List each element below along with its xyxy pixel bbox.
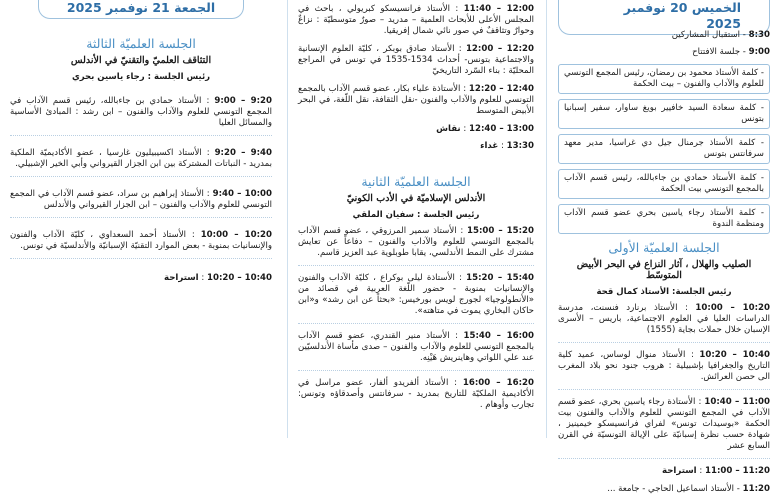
item-time: 12:00 – 12:20: [465, 44, 535, 54]
program-item: 12:20 – 12:40 : الأستاذة علياء بكار، عضو قسم الآداب بالمجمع التونسي للعلوم والآداب والفنون -نقل الثقافة، نقل اللّغة، في البحر الأبيض المتوسط: [298, 84, 534, 116]
item-time: 11:40 – 12:00: [463, 4, 534, 14]
item-text: - الأستاذ اسماعيل الحاجي - جامعة ...: [607, 484, 740, 494]
item-text: نقاش: [436, 124, 461, 134]
item-text: الأستاذة ليلى بوكراع ، كليّة الآداب والفنون والإنسانيات بمنوبة - حضور اللّغة العربية في قصائد من «الأنطولوجيا» لجورج لويس بورخيس: «بحثاً عن ابن رشد» و«ابن حاكان البخاري يموت في متاهته».: [298, 273, 534, 316]
session-subtitle: الأندلس الإسلاميّة في الأدب الكونيّ: [346, 193, 486, 204]
item-time: 10:20 – 10:40: [207, 273, 272, 283]
item-time: 10:40 – 11:00: [704, 397, 770, 407]
session-title: الجلسة العلميّة الثالثة: [86, 36, 196, 51]
program-item: 12:00 – 12:20 : الأستاذ صادق بوبكر ، كليّة العلوم الإنسانية والاجتماعية بتونس- أحداث 1534-1535 في تونس في المراجع المحليّة : بناء السّرد التاريخيّ: [298, 44, 535, 76]
item-text: الأستاذة رجاء ياسين بحري، عضو قسم الآداب في المجمع التونسي للعلوم والآداب والفنون بيت الحكمة «بوسيدات تونس» لفراي فرانسيسكو خيمينيز ، شهادة حسب نظرة إسبانيّة على الإيالة التونسيّة في القرن السابع عشر: [558, 397, 770, 451]
item-text: الأستاذ برنارد فنسنت، مدرسة الدراسات العليا في العلوم الاجتماعية، باريس – الأسرى الإسبان خلال حملات بجاية (1555): [558, 303, 770, 335]
item-text: الأستاذ فرانسيسكو كبريولي ، باحث في المجلس الأعلى للأبحاث العلمية – مدريد – صورٌ متوسطيّة : نزاعٌ وحوارٌ وتثاقفٌ في صور نائي شمال إفريقيا.: [298, 4, 534, 36]
item-text: - استقبال المشاركين: [671, 30, 746, 40]
item-text: استراحة: [662, 466, 697, 476]
speech-box: - كلمة الأستاذ محمود بن رمضان، رئيس المجمع التونسي للعلوم والآداب والفنون – بيت الحكمة: [558, 64, 770, 94]
item-text: الأستاذة علياء بكار، عضو قسم الآداب بالمجمع التونسي للعلوم والآداب والفنون -نقل الثقافة، نقل اللّغة، في البحر الأبيض المتوسط: [298, 84, 534, 116]
item-time: 9:40 – 10:00: [212, 189, 272, 199]
item-time: 15:20 – 15:40: [466, 273, 535, 283]
item-text: الأستاذ منوال لوساس، عميد كلية التاريخ والجغرافيا بإشبيلية : هروب جنود نحو بلاد المغرب الى حصن العرائش.: [558, 350, 770, 382]
program-item: 9:00 – 9:20 : الأستاذ حمادي بن جاءبالله، رئيس قسم الآداب في المجمع التونسي للعلوم والآداب والفنون – ابن رشد : المبادئ الأساسية والمسائل العليا: [10, 96, 272, 136]
program-item: 10:20 – 10:40 : الأستاذ منوال لوساس، عميد كلية التاريخ والجغرافيا بإشبيلية : هروب جنود نحو بلاد المغرب الى حصن العرائش.: [558, 350, 770, 390]
session-chair: رئيس الجلسة : رجاء ياسين بحري: [71, 72, 211, 82]
speech-box: - كلمة الأستاذ رجاء ياسين بحري عضو قسم الآداب ومنظمة الندوة: [558, 204, 770, 234]
day-title: الجمعة 21 نوفمبر 2025: [38, 0, 244, 19]
item-time: 11:20: [742, 484, 770, 494]
program-item: 15:20 – 15:40 : الأستاذة ليلى بوكراع ، كليّة الآداب والفنون والإنسانيات بمنوبة - حضور اللّغة العربية في قصائد من «الأنطولوجيا» لجورج لويس بورخيس: «بحثاً عن ابن رشد» و«ابن حاكان البخاري يموت في متاهته».: [298, 273, 534, 324]
item-time: 13:30: [506, 141, 534, 151]
session-chair: رئيس الجلسة: الأستاذ كمال قحة: [596, 287, 732, 297]
item-text: غداء: [480, 141, 499, 151]
item-time: 10:00 – 10:20: [695, 303, 770, 313]
program-item: [558, 47, 770, 58]
day-thursday-continued-column: [290, 0, 544, 438]
program-item: 10:20 – 10:40 : استراحة: [164, 273, 272, 283]
item-time: 9:20 – 9:40: [214, 148, 272, 158]
item-text: الأستاذ حمادي بن جاءبالله، رئيس قسم الآداب في المجمع التونسي للعلوم والآداب والفنون – ابن رشد : المبادئ الأساسية والمسائل العليا: [10, 96, 272, 128]
session-title: الجلسة العلميّة الأولى: [608, 240, 720, 255]
program-item: 13:30 : غداء: [480, 141, 534, 151]
item-time: 12:40 – 13:00: [469, 124, 534, 134]
program-item: 10:00 – 10:20 : الأستاذ برنارد فنسنت، مدرسة الدراسات العليا في العلوم الاجتماعية، باريس – الأسرى الإسبان خلال حملات بجاية (1555): [558, 303, 770, 343]
item-time: 9:00: [748, 47, 770, 57]
session-chair: رئيس الجلسة : سفيان الملقي: [352, 210, 480, 220]
item-text: الأستاذ صادق بوبكر ، كليّة العلوم الإنسانية والاجتماعية بتونس- أحداث 1534-1535 في تونس في المراجع المحليّة : بناء السّرد التاريخيّ: [298, 44, 534, 76]
item-time: 11:00 – 11:20: [705, 466, 770, 476]
item-time: 10:00 – 10:20: [200, 230, 272, 240]
item-text: الأستاذ ألفريدو ألفار، عضو مراسل في الأكاديمية الملكيّة للتاريخ بمدريد - سرفانتس وأصدقاؤه وتونس: تجارب وأوهام .: [298, 378, 534, 410]
program-item: 9:20 – 9:40 : الأستاذ اكسيبيليون غارسيا ، عضو الأكاديميّة الملكية بمدريد - النباتات المشتركة بين ابن الجزار القيرواني وأبي الخير الإشبيلي.: [10, 148, 272, 177]
program-item: 10:40 – 11:00 : الأستاذة رجاء ياسين بحري، عضو قسم الآداب في المجمع التونسي للعلوم والآداب والفنون بيت الحكمة «بوسيدات تونس» لفراي فرانسيسكو خيمينيز ، شهادة حسب نظرة إسبانيّة على الإيالة التونسيّة في القرن السابع عشر: [558, 397, 770, 459]
program-item: 15:40 – 16:00 : الأستاذ منير القندري، عضو قسم الآداب بالمجمع التونسي للعلوم والآداب والفنون – صدى مأساة الأندلسيّين عند علي اللواتي وهاينريش هَيْنِه.: [298, 331, 534, 371]
item-text: - جلسة الافتتاح: [692, 47, 746, 57]
speech-box: - كلمة سعادة السيد خافيير بويغ ساوار، سفير إسبانيا بتونس: [558, 99, 770, 129]
item-text: الأستاذ أحمد السعداوي ، كليّة الآداب والفنون والإنسانيات بمنوبة - بعض الموارد التقنيّة الإسبانيّة والأندلسيّة في تونس.: [10, 230, 272, 251]
speech-box: - كلمة الأستاذ جرمنال جيل دي غراسيا، مدير معهد سرفانتس بتونس: [558, 134, 770, 164]
program-item: 11:40 – 12:00 : الأستاذ فرانسيسكو كبريولي ، باحث في المجلس الأعلى للأبحاث العلمية – مدريد – صورٌ متوسطيّة : نزاعٌ وحوارٌ وتثاقفٌ في صور نائي شمال إفريقيا.: [298, 4, 534, 36]
program-item: [558, 484, 770, 495]
item-time: 16:00 – 16:20: [462, 378, 534, 388]
session-subtitle: التثاقف العلميّ والتقنيّ في الأندلس: [70, 55, 212, 66]
day-header: [558, 0, 770, 31]
item-time: 8:30: [748, 30, 770, 40]
item-text: الأستاذ اكسيبيليون غارسيا ، عضو الأكاديميّة الملكية بمدريد - النباتات المشتركة بين ابن الجزار القيرواني وأبي الخير الإشبيلي.: [10, 148, 272, 169]
program-item: 15:00 – 15:20 : الأستاذ سمير المرزوقي ، عضو قسم الآداب بالمجمع التونسي للعلوم والآداب والفنون – دفاعاً عن تعايش مشترك على النمط الأندلسي، يقابا طوبلوية عبد العزيز قاسم.: [298, 226, 534, 266]
session-title: الجلسة العلميّة الثانية: [361, 174, 471, 189]
item-time: 10:20 – 10:40: [699, 350, 770, 360]
item-text: استراحة: [164, 273, 199, 283]
program-item: 16:00 – 16:20 : الأستاذ ألفريدو ألفار، عضو مراسل في الأكاديمية الملكيّة للتاريخ بمدريد - سرفانتس وأصدقاؤه وتونس: تجارب وأوهام .: [298, 378, 534, 410]
item-time: 9:00 – 9:20: [214, 96, 273, 106]
program-item: 12:40 – 13:00 : نقاش: [436, 124, 534, 134]
day-friday-column: [0, 0, 284, 438]
day-header: [10, 0, 272, 22]
item-time: 15:00 – 15:20: [467, 226, 534, 236]
session-subtitle: الصليب والهلال ، آثار النزاع في البحر الأبيض المتوسّط: [576, 259, 752, 281]
program-item: 10:00 – 10:20 : الأستاذ أحمد السعداوي ، كليّة الآداب والفنون والإنسانيات بمنوبة - بعض الموارد التقنيّة الإسبانيّة والأندلسيّة في تونس.: [10, 230, 272, 259]
column-divider: [546, 0, 547, 438]
item-text: الأستاذ سمير المرزوقي ، عضو قسم الآداب بالمجمع التونسي للعلوم والآداب والفنون – دفاعاً عن تعايش مشترك على النمط الأندلسي، يقابا طوبلوية عبد العزيز قاسم.: [298, 226, 534, 258]
program-item: 11:00 – 11:20 : استراحة: [662, 466, 770, 476]
item-text: الأستاذ منير القندري، عضو قسم الآداب بالمجمع التونسي للعلوم والآداب والفنون – صدى مأساة الأندلسيّين عند علي اللواتي وهاينريش هَيْنِه.: [298, 331, 534, 363]
column-divider: [287, 0, 288, 438]
item-time: 12:20 – 12:40: [468, 84, 534, 94]
program-item: 9:40 – 10:00 : الأستاذ إبراهيم بن سراد، عضو قسم الآداب في المجمع التونسي للعلوم والآداب والفنون – ابن الجزار القيرواني والأندلس: [10, 189, 272, 218]
item-time: 15:40 – 16:00: [463, 331, 534, 341]
day-thursday-column: [548, 0, 776, 494]
day-title: الخميس 20 نوفمبر 2025: [558, 0, 770, 35]
item-text: الأستاذ إبراهيم بن سراد، عضو قسم الآداب في المجمع التونسي للعلوم والآداب والفنون – ابن الجزار القيرواني والأندلس: [10, 189, 272, 210]
speech-box: - كلمة الأستاذ حمادي بن جاءبالله، رئيس قسم الآداب بالمجمع التونسي بيت الحكمة: [558, 169, 770, 199]
